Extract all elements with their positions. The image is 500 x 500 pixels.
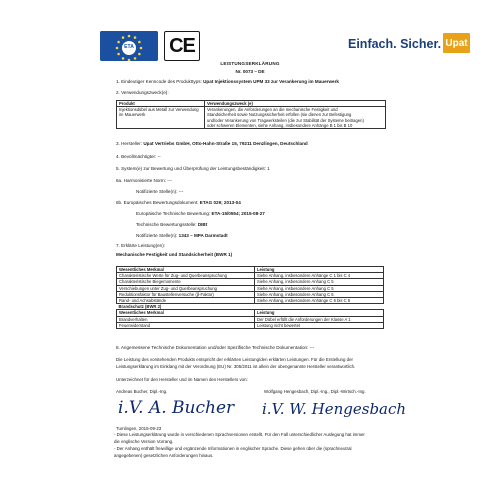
feature-cell: Rand- und Achsabstände [117, 298, 255, 304]
item-1-label: 1. Eindeutiger Kenncode des Produkttyps: [116, 79, 202, 84]
declaration-line: Die Leistung des vorstehenden Produkts entspricht der erklärten Leistung/den erklärten Leistungen. Für die Erstellung der [116, 357, 353, 362]
item-6b-notified-label: Notifizierte Stelle(n): [136, 233, 178, 238]
feature-cell: Charakteristische Biegemomente [117, 279, 255, 285]
performance-header-value-2: Leistung [255, 310, 384, 316]
upat-logo: Upat [443, 33, 470, 53]
signature-2: i.V. W. Hengesbach [262, 400, 407, 418]
use-table-line: Verankerungen, die Anforderungen an die mechanische Festigkeit und [207, 107, 338, 113]
feature-cell: Feuerwiderstand [117, 322, 255, 328]
item-6b-eta-value: ETA-15/0554; 2015-08-27 [211, 211, 265, 216]
item-6b-notified [136, 233, 228, 239]
feature-cell: Charakteristische Werte für Zug- und Querbeanspruchung [117, 273, 255, 279]
use-table-use [205, 107, 386, 129]
signature-1: i.V. A. Bucher [118, 398, 235, 418]
item-8-label: 8. Angemessene Technische Dokumentation und/oder Spezifische Technische Dokumentation: [116, 345, 309, 350]
footnote-line: angegebenen) gesetzlichen Anforderungen hinaus. [114, 453, 214, 458]
use-table-product: Injektionsdübel aus Metall zur Verwendung im Mauerwerk [117, 107, 205, 129]
place-date: Tumlingen, 2015-09-23 [116, 426, 162, 431]
value-cell: Siehe Anhang, insbesondere Anhang C 5 [255, 279, 384, 285]
item-3 [116, 141, 308, 147]
item-3-value: Upat Vertriebs GmbH, Otto-Hahn-Straße 15, 79211 Denzlingen, Deutschland [143, 141, 308, 146]
footnote-line: - Der Anhang enthält freiwillige und ergänzende Informationen in englischer Sprache. Diese gehen über die (sprachneutral [114, 446, 352, 451]
table-row [117, 322, 384, 328]
item-6b-body-label: Technische Bewertungsstelle: [136, 222, 197, 227]
use-table [116, 100, 386, 129]
item-6b-body-value: DIBt [197, 222, 208, 227]
signed-for: Unterzeichnet für den Hersteller und im Namen des Herstellers von: [116, 377, 248, 382]
performance-header-value: Leistung [255, 267, 384, 273]
item-6a-notified: Notifizierte Stelle(n): --- [136, 189, 184, 194]
performance-table [116, 266, 384, 329]
item-8-value: --- [309, 345, 315, 350]
item-6b-body [136, 222, 207, 228]
feature-cell: Brandverhalten [117, 316, 255, 322]
eta-logo-text: ETA [124, 44, 134, 50]
item-4: 4. Bevollmächtigter: -- [116, 154, 161, 159]
feature-cell: Verschiebungen unter Zug- und Querbeanspruchung [117, 285, 255, 291]
use-table-header-product: Produkt [117, 101, 205, 107]
item-5: 5. System(e) zur Bewertung und Überprüfung der Leistungsbeständigkeit: 1 [116, 166, 270, 171]
item-7: 7. Erklärte Leistung(en): [116, 243, 166, 248]
declaration-line: Leistungserklärung im Einklang mit der Verordnung (EU) Nr. 305/2011 ist allein der obengenannte Hersteller verantwortlich. [116, 364, 356, 369]
use-table-line: und/oder Verankerung von Tragwerksteilen (die zur Stabilität der Systeme beitragen) [207, 117, 364, 123]
eta-logo [100, 31, 158, 61]
document-title: LEISTUNGSERKLÄRUNG [220, 61, 280, 66]
brand-tagline: Einfach. Sicher. [348, 37, 442, 51]
feature-cell: Reduktionsfaktor für Baustellenversuche (β-Faktor) [117, 291, 255, 297]
document-number: Nr. 0073 – DE [235, 69, 265, 74]
item-6b [116, 200, 241, 206]
value-cell: Siehe Anhang, insbesondere Anhänge C 6 bis C 8 [255, 298, 384, 304]
use-table-header-use: Verwendungszweck (e) [205, 101, 386, 107]
footnote-line: - Diese Leistungserklärung wurde in verschiedenen Sprachversionen erstellt. Für den Fall unterschiedlicher Auslegung hat immer [114, 432, 365, 437]
footnote-line: die englische Version Vorrang. [114, 439, 174, 444]
value-cell: Leistung nicht bewertet [255, 322, 384, 328]
value-cell: Der Dübel erfüllt die Anforderungen der Klasse A 1 [255, 316, 384, 322]
ce-mark-logo: CE [164, 31, 200, 61]
item-1-value: Upat Injektionssystem UPM 33 zur Verankerung im Mauerwerk [203, 79, 339, 84]
item-6a: 6a. Harmonisierte Norm: --- [116, 178, 172, 183]
item-8 [116, 345, 314, 351]
brw1-heading-text: Mechanische Festigkeit und Standsicherheit (BWR 1) [116, 252, 233, 257]
value-cell: Siehe Anhang, insbesondere Anhänge C 1 bis C 4 [255, 273, 384, 279]
use-table-line: oder schweren Elementen, siehe Anhang, insbesondere Anhänge B 1 bis B 10 [207, 122, 353, 128]
value-cell: Siehe Anhang, insbesondere Anhang C 5 [255, 291, 384, 297]
signatory-2: Wolfgang Hengesbach, Dipl.-Ing., Dipl.-Wirtsch.-Ing. [264, 389, 366, 394]
performance-header-feature-2: Wesentliches Merkmal [117, 310, 255, 316]
value-cell: Siehe Anhang, insbesondere Anhang C 5 [255, 285, 384, 291]
item-2: 2. Verwendungszweck(e): [116, 90, 169, 95]
use-table-line: Standsicherheit sowie Nutzungssicherheit erfüllen (sie dienen zur Befestigung [207, 112, 352, 118]
brw2-heading: Brandschutz (BWR 2) [117, 304, 384, 310]
item-6b-eta-label: Europäische Technische Bewertung: [136, 211, 211, 216]
item-6b-value: ETAG 029; 2013-04 [199, 200, 241, 205]
item-6b-notified-value: 1343 – MPA Darmstadt [178, 233, 228, 238]
item-3-label: 3. Hersteller: [116, 141, 143, 146]
signatory-1: Andreas Bucher, Dipl.-Ing. [116, 389, 168, 394]
item-6b-eta [136, 211, 265, 217]
item-1 [116, 79, 339, 85]
item-6b-label: 6b. Europäisches Bewertungsdokument: [116, 200, 199, 205]
brw1-heading [116, 252, 232, 258]
performance-header-feature: Wesentliches Merkmal [117, 267, 255, 273]
